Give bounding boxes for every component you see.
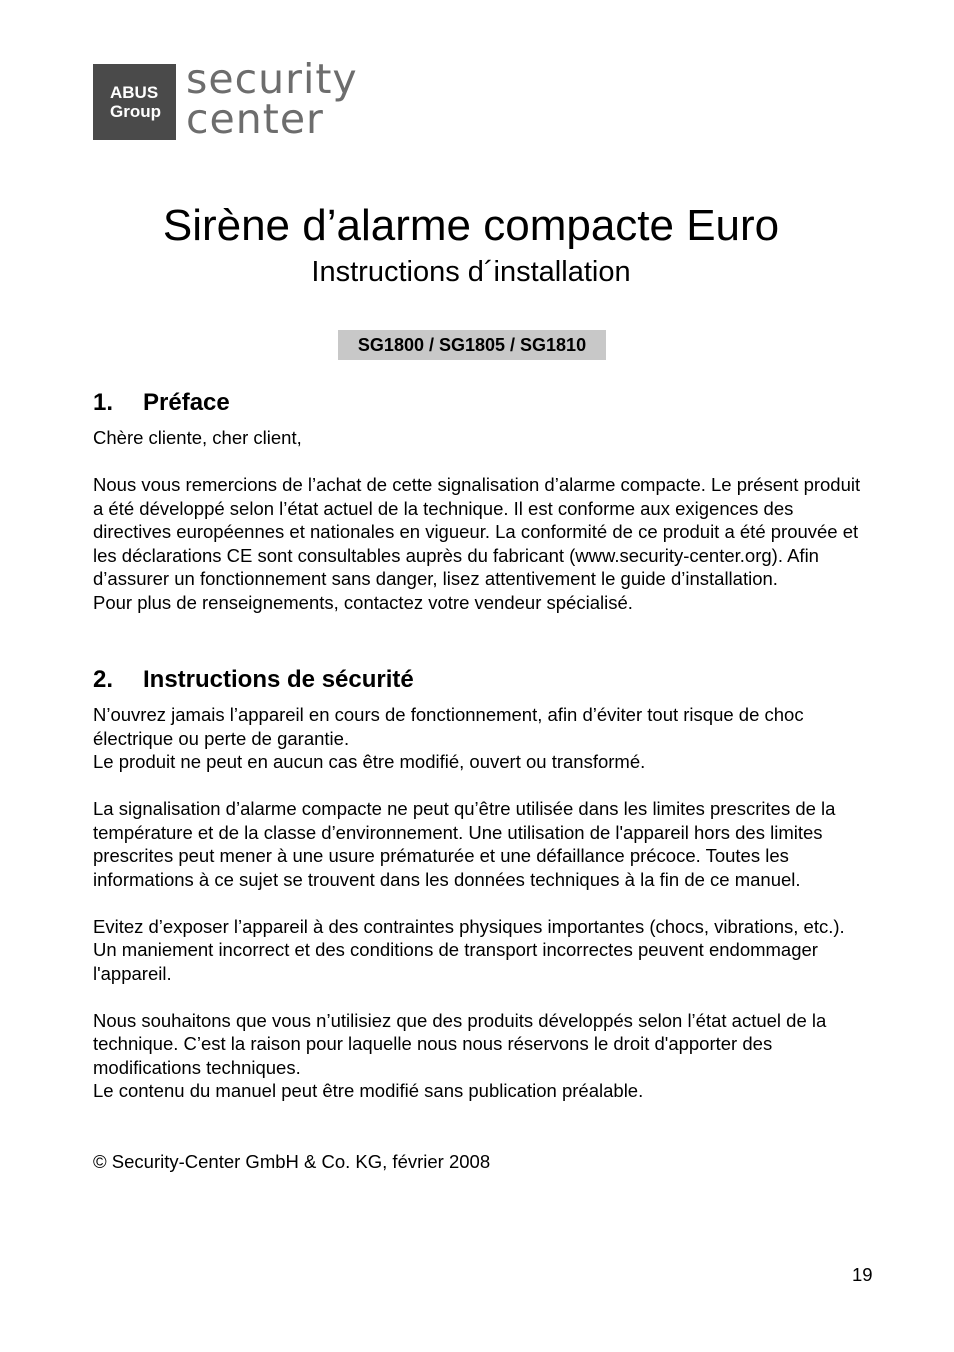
logo-box-line2: Group [110,102,161,121]
paragraph: Le contenu du manuel peut être modifié sans publication préalable. [93,1080,644,1101]
paragraph: Pour plus de renseignements, contactez votre vendeur spécialisé. [93,591,633,613]
paragraph: N’ouvrez jamais l’appareil en cours de fonctionnement, afin d’éviter tout risque de choc électrique ou perte de garantie. [93,704,804,749]
page-number: 19 [852,1264,873,1285]
paragraph: Evitez d’exposer l’appareil à des contraintes physiques importantes (chocs, vibrations, etc.). Un maniement incorrect et des conditions de transport incorrectes peuvent endommager l'appareil. [93,915,845,984]
logo-word-security: security [186,55,358,103]
logo-word-center: center [186,95,324,143]
document-subtitle: Instructions d´installation [311,256,631,288]
abus-group-badge [93,64,176,140]
section-title: Préface [143,389,230,416]
section-number: 2. [93,666,114,693]
section-body-safety [93,703,873,1103]
model-numbers-badge: SG1800 / SG1805 / SG1810 [338,330,606,360]
section-title: Instructions de sécurité [143,666,414,693]
section-body-preface [93,426,873,614]
paragraph: Nous souhaitons que vous n’utilisiez que des produits développés selon l’état actuel de la technique. C’est la raison pour laquelle nous nous réservons le droit d'apporter des modifications techniques. [93,1009,827,1078]
paragraph: Chère cliente, cher client, [93,427,302,448]
document-title: Sirène d’alarme compacte Euro [162,201,780,250]
copyright-notice: © Security-Center GmbH & Co. KG, février 2008 [93,1151,491,1172]
paragraph: Nous vous remercions de l’achat de cette signalisation d’alarme compacte. Le présent produit a été développé selon l’état actuel de la technique. Il est conforme aux exigences des directives européennes et nationales en vigueur. La conformité de ce produit a été prouvée et les déclarations CE sont consultables auprès du fabricant (www.security-center.org). Afin d’assurer un fonctionnement sans danger, lisez attentivement le guide d’installation. [93,474,861,589]
paragraph: La signalisation d’alarme compacte ne peut qu’être utilisée dans les limites prescrites de la température et de la classe d’environnement. Une utilisation de l'appareil hors des limites prescrites peut mener à une usure prématurée et une défaillance précoce. Toutes les informations à ce sujet se trouvent dans les données techniques à la fin de ce manuel. [93,798,836,890]
paragraph: Le produit ne peut en aucun cas être modifié, ouvert ou transformé. [93,751,646,772]
section-number: 1. [93,389,114,416]
logo-box-line1: ABUS [110,83,159,102]
section-heading-preface [93,388,230,418]
section-heading-safety [93,665,414,695]
abus-security-center-logo [93,55,363,143]
